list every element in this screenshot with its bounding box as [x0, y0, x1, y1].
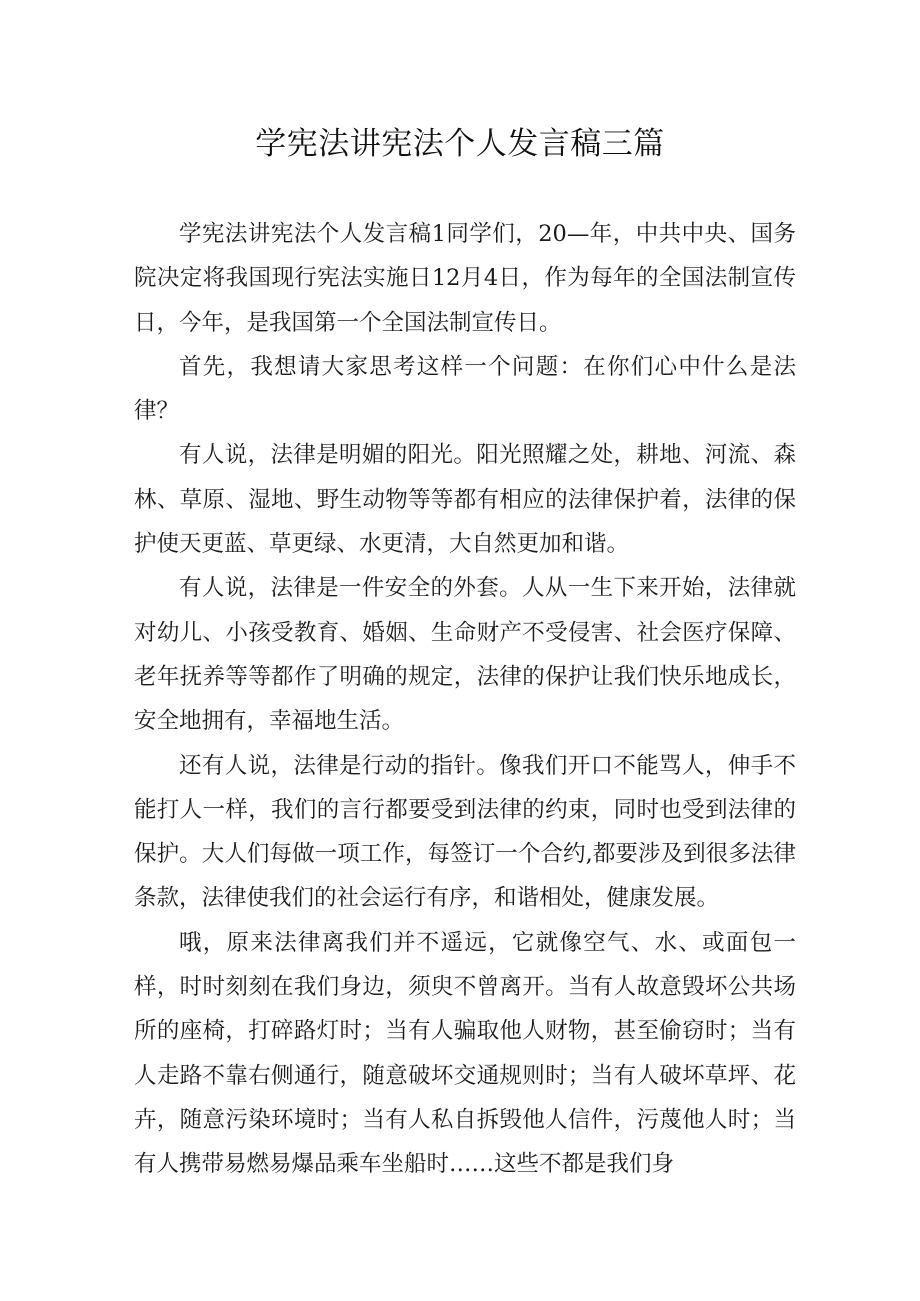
document-title: 学宪法讲宪法个人发言稿三篇: [255, 126, 665, 162]
paragraph: 还有人说，法律是行动的指针。像我们开口不能骂人，伸手不能打人一样，我们的言行都要受到法律的约束，同时也受到法律的保护。大人们每做一项工作，每签订一个合约,都要涉及到很多法律条款，法律使我们的社会运行有序，和谐相处，健康发展。: [134, 752, 796, 912]
paragraph: 有人说，法律是明媚的阳光。阳光照耀之处，耕地、河流、森林、草原、湿地、野生动物等等都有相应的法律保护着，法律的保护使天更蓝、草更绿、水更清，大自然更加和谐。: [134, 442, 796, 558]
document-body: [134, 212, 796, 1187]
paragraph: 有人说，法律是一件安全的外套。人从一生下来开始，法律就对幼儿、小孩受教育、婚姻、生命财产不受侵害、社会医疗保障、老年抚养等等都作了明确的规定，法律的保护让我们快乐地成长，安全地拥有，幸福地生活。: [134, 575, 796, 735]
paragraph: 哦，原来法律离我们并不遥远，它就像空气、水、或面包一样，时时刻刻在我们身边，须臾不曾离开。当有人故意毁坏公共场所的座椅，打碎路灯时；当有人骗取他人财物，甚至偷窃时；当有人走路不靠右侧通行，随意破坏交通规则时；当有人破坏草坪、花卉，随意污染环境时；当有人私自拆毁他人信件，污蔑他人时；当有人携带易燃易爆品乘车坐船时……这些不都是我们身: [134, 929, 796, 1178]
paragraph: 首先，我想请大家思考这样一个问题：在你们心中什么是法律？: [134, 353, 796, 425]
paragraph: 学宪法讲宪法个人发言稿1同学们，20—年，中共中央、国务院决定将我国现行宪法实施日12月4日，作为每年的全国法制宣传日，今年，是我国第一个全国法制宣传日。: [134, 221, 796, 336]
